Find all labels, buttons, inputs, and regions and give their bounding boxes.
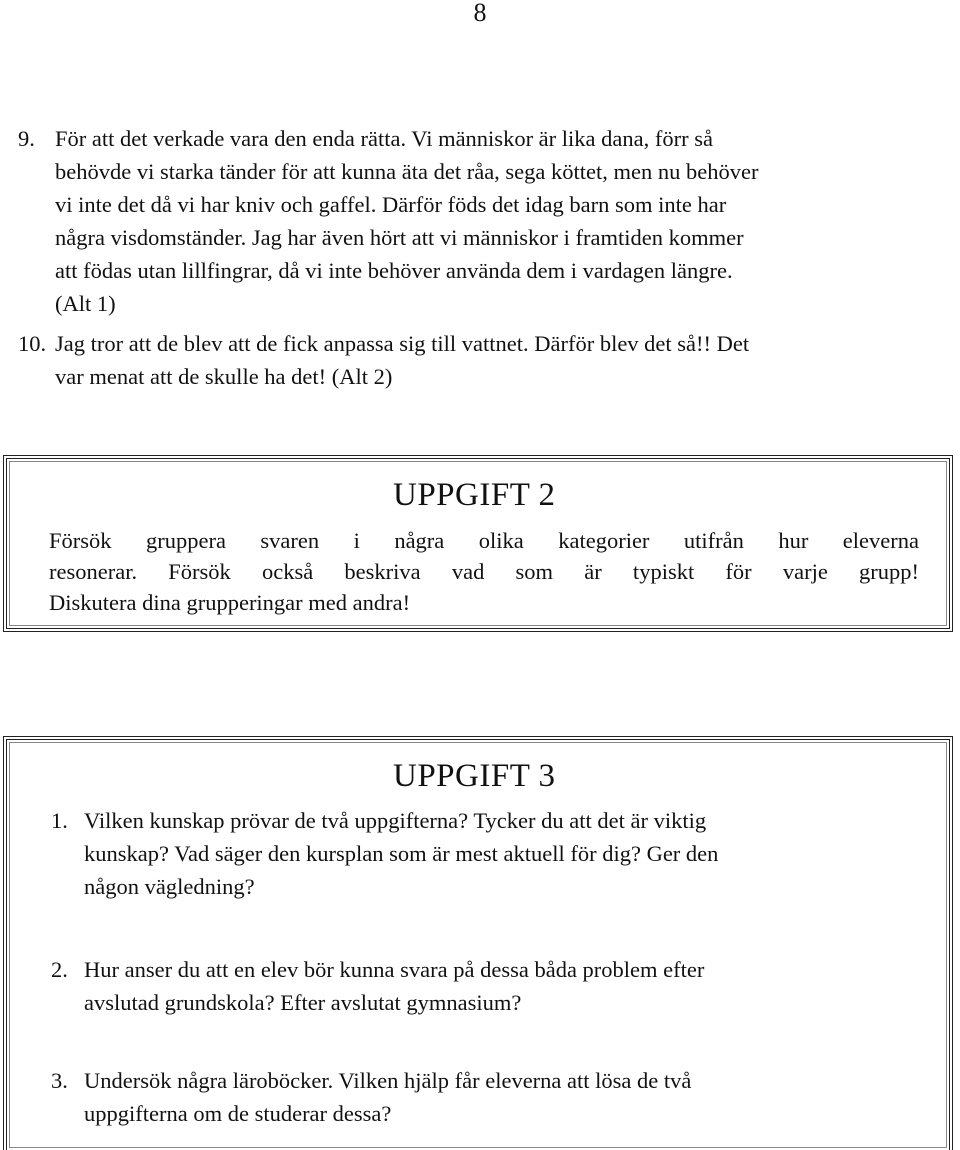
question-line: någon vägledning?: [84, 874, 255, 899]
page-number: 8: [473, 0, 487, 27]
task-3-questions: [51, 804, 931, 1130]
question-line: uppgifterna om de studerar dessa?: [84, 1101, 392, 1126]
question-line: Vilken kunskap prövar de två uppgifterna? Tycker du att det är viktig: [84, 808, 707, 833]
answer-line: behövde vi starka tänder för att kunna äta det råa, sega köttet, men nu behöver: [55, 159, 759, 184]
answer-number: 9.: [18, 126, 35, 151]
instruction-line: Försök gruppera svaren i några olika kategorier utifrån hur eleverna: [49, 528, 919, 553]
question-number: 3.: [51, 1068, 68, 1093]
question-item-3: [51, 1064, 931, 1130]
question-number: 2.: [51, 957, 68, 982]
question-line: kunskap? Vad säger den kursplan som är mest aktuell för dig? Ger den: [84, 841, 719, 866]
task-2-title: UPPGIFT 2: [393, 477, 556, 513]
instruction-line: Diskutera dina grupperingar med andra!: [49, 590, 411, 615]
answer-line: var menat att de skulle ha det! (Alt 2): [55, 364, 393, 389]
question-item-2: [51, 953, 931, 1019]
answer-line: vi inte det då vi har kniv och gaffel. Därför föds det idag barn som inte har: [55, 192, 727, 217]
answer-item-10: [18, 327, 958, 393]
answer-line: (Alt 1): [55, 291, 116, 316]
instruction-line: resonerar. Försök också beskriva vad som är typiskt för varje grupp!: [49, 559, 919, 584]
task-3-title: UPPGIFT 3: [393, 758, 556, 794]
student-answers-list: [18, 122, 958, 393]
task-3-box: [3, 736, 953, 1150]
question-line: Undersök några läroböcker. Vilken hjälp får eleverna att lösa de två: [84, 1068, 692, 1093]
task-2-box: [3, 455, 953, 632]
task-2-instructions: [49, 525, 919, 618]
answer-text: [55, 122, 958, 320]
answer-line: Jag tror att de blev att de fick anpassa sig till vattnet. Därför blev det så!! Det: [55, 331, 750, 356]
answer-line: några visdomständer. Jag har även hört att vi människor i framtiden kommer: [55, 225, 744, 250]
question-line: Hur anser du att en elev bör kunna svara på dessa båda problem efter: [84, 957, 705, 982]
question-number: 1.: [51, 808, 68, 833]
answer-text: [55, 327, 958, 393]
answer-number: 10.: [18, 331, 47, 356]
question-item-1: [51, 804, 931, 903]
answer-line: För att det verkade vara den enda rätta. Vi människor är lika dana, förr så: [55, 126, 713, 151]
question-line: avslutad grundskola? Efter avslutat gymnasium?: [84, 990, 522, 1015]
answer-line: att födas utan lillfingrar, då vi inte behöver använda dem i vardagen längre.: [55, 258, 733, 283]
answer-item-9: [18, 122, 958, 320]
